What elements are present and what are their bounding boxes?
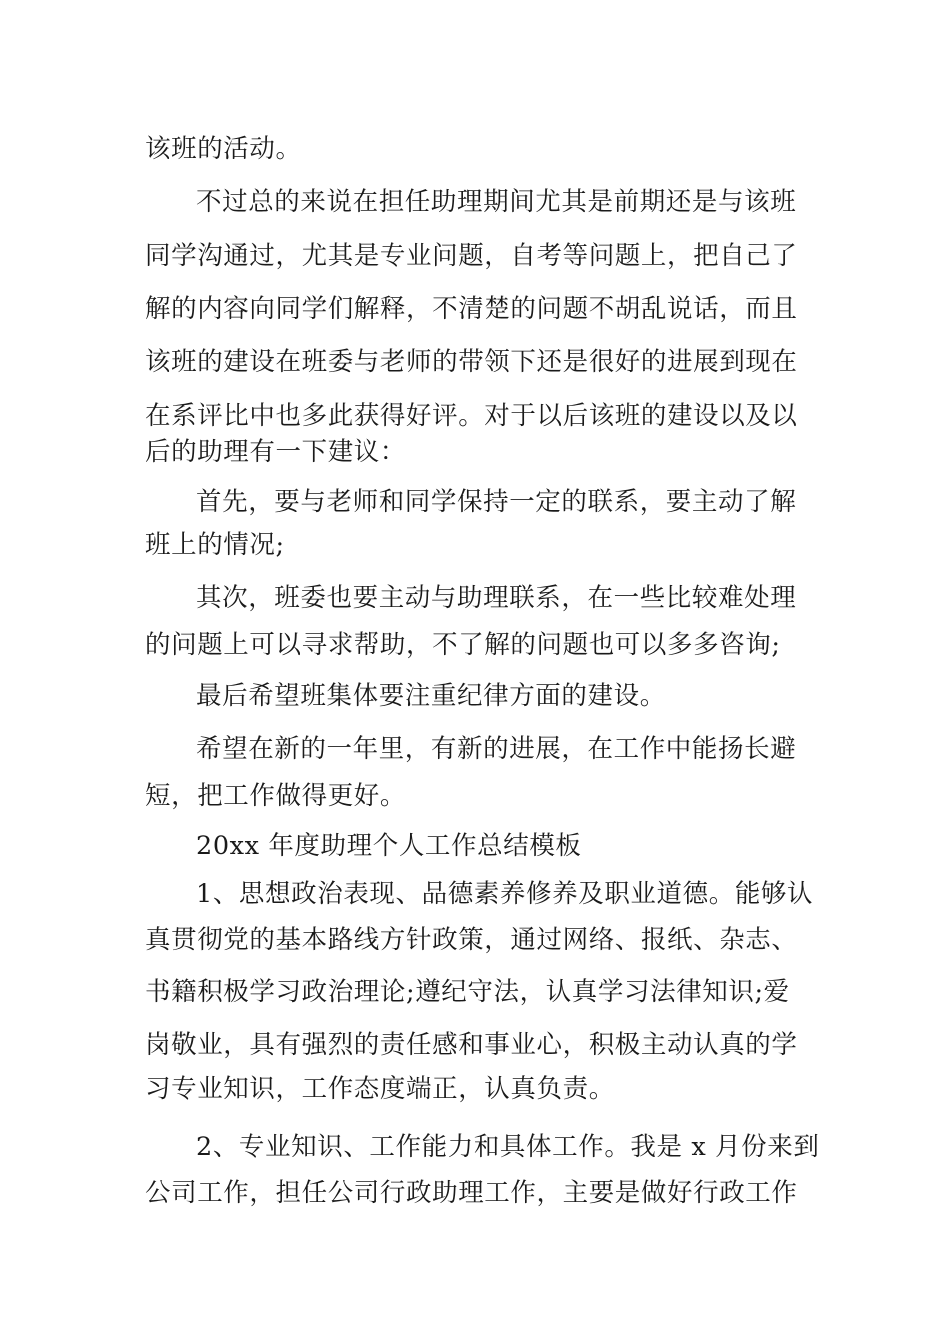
paragraph-line: 首先，要与老师和同学保持一定的联系，要主动了解	[196, 487, 797, 517]
paragraph-line: 在系评比中也多此获得好评。对于以后该班的建设以及以	[145, 401, 798, 431]
paragraph-line: 的问题上可以寻求帮助，不了解的问题也可以多多咨询;	[145, 630, 781, 660]
section-heading: 20xx 年度助理个人工作总结模板	[196, 831, 582, 861]
paragraph-line: 该班的活动。	[145, 134, 302, 164]
paragraph-line: 希望在新的一年里，有新的进展，在工作中能扬长避	[196, 734, 797, 764]
paragraph-line: 书籍积极学习政治理论;遵纪守法，认真学习法律知识;爱	[145, 977, 790, 1007]
paragraph-line: 短，把工作做得更好。	[145, 781, 407, 811]
paragraph-line: 班上的情况;	[145, 530, 285, 560]
paragraph-line: 同学沟通过，尤其是专业问题，自考等问题上，把自己了	[145, 241, 798, 271]
paragraph-line: 解的内容向同学们解释，不清楚的问题不胡乱说话，而且	[145, 294, 798, 324]
paragraph-line: 公司工作，担任公司行政助理工作，主要是做好行政工作	[145, 1178, 798, 1208]
paragraph-line: 最后希望班集体要注重纪律方面的建设。	[196, 681, 666, 711]
paragraph-line: 后的助理有一下建议：	[145, 437, 407, 467]
paragraph-line: 该班的建设在班委与老师的带领下还是很好的进展到现在	[145, 347, 798, 377]
paragraph-line: 真贯彻党的基本路线方针政策，通过网络、报纸、杂志、	[145, 925, 798, 955]
paragraph-line: 其次，班委也要主动与助理联系，在一些比较难处理	[196, 583, 797, 613]
paragraph-line: 2、专业知识、工作能力和具体工作。我是 x 月份来到	[196, 1132, 820, 1162]
paragraph-line: 习专业知识，工作态度端正，认真负责。	[145, 1074, 615, 1104]
paragraph-line: 岗敬业，具有强烈的责任感和事业心，积极主动认真的学	[145, 1030, 798, 1060]
paragraph-line: 1、思想政治表现、品德素养修养及职业道德。能够认	[196, 879, 814, 909]
paragraph-line: 不过总的来说在担任助理期间尤其是前期还是与该班	[196, 187, 797, 217]
